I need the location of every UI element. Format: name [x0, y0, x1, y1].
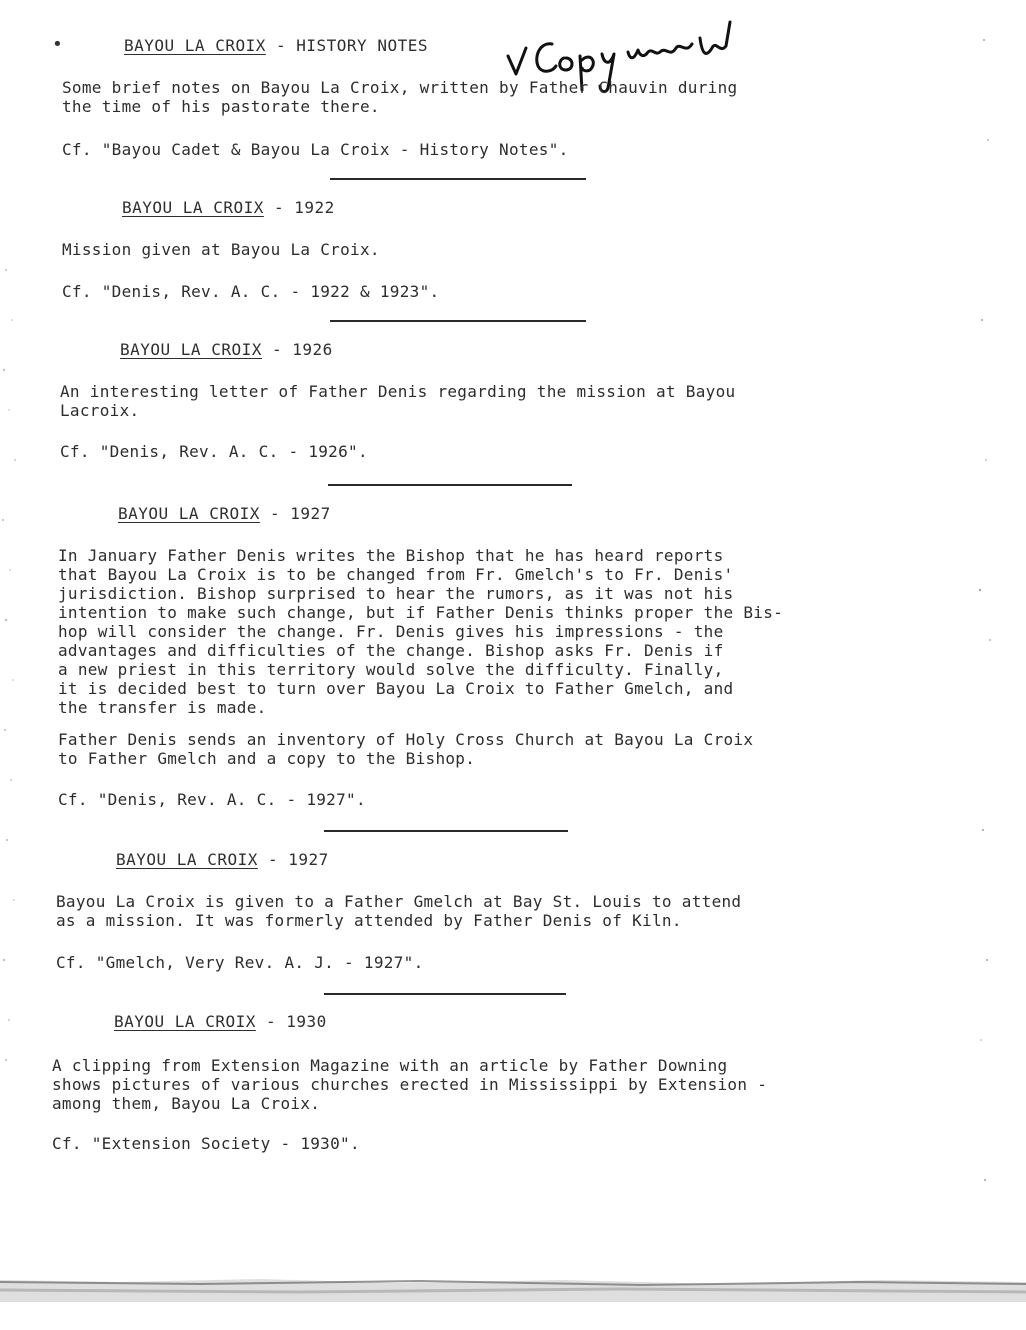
section-5-heading [116, 850, 329, 869]
bullet-mark: • [52, 34, 63, 55]
section-4-heading-rest: - 1927 [259, 504, 331, 523]
section-1-heading-subject: BAYOU LA CROIX [124, 36, 266, 55]
section-4-body-line-8: it is decided best to turn over Bayou La Croix to Father Gmelch, and [58, 679, 734, 698]
section-3-heading [120, 340, 333, 359]
section-2-heading [122, 198, 335, 217]
section-4-body-line-1: In January Father Denis writes the Bishop that he has heard reports [58, 546, 724, 565]
section-6-heading-rest: - 1930 [255, 1012, 327, 1031]
section-2-heading-rest: - 1922 [263, 198, 335, 217]
section-4-body-line-11: to Father Gmelch and a copy to the Bishop. [58, 749, 476, 768]
section-1-body-line-2: the time of his pastorate there. [62, 97, 380, 116]
section-6-heading-subject: BAYOU LA CROIX [114, 1012, 256, 1031]
section-5-body-line-2: as a mission. It was formerly attended by Father Denis of Kiln. [56, 911, 682, 930]
section-4-body-line-7: a new priest in this territory would solve the difficulty. Finally, [58, 660, 724, 679]
section-6-body-line-2: shows pictures of various churches erected in Mississippi by Extension - [52, 1075, 768, 1094]
section-4-body-line-4: intention to make such change, but if Father Denis thinks proper the Bis- [58, 603, 784, 622]
section-1-reference: Cf. "Bayou Cadet & Bayou La Croix - History Notes". [62, 140, 569, 159]
section-4-body-line-9: the transfer is made. [58, 698, 267, 717]
section-5-reference: Cf. "Gmelch, Very Rev. A. J. - 1927". [56, 953, 424, 972]
section-3-heading-subject: BAYOU LA CROIX [120, 340, 262, 359]
section-divider-4 [324, 830, 568, 832]
section-4-heading [118, 504, 331, 523]
section-1-body-line-1: Some brief notes on Bayou La Croix, written by Father Chauvin during [62, 78, 738, 97]
section-3-heading-rest: - 1926 [261, 340, 333, 359]
section-4-body-line-10: Father Denis sends an inventory of Holy Cross Church at Bayou La Croix [58, 730, 754, 749]
scan-speckle-left [0, 260, 40, 1080]
section-3-body-line-2: Lacroix. [60, 401, 140, 420]
section-3-body-line-1: An interesting letter of Father Denis regarding the mission at Bayou [60, 382, 736, 401]
section-divider-1 [330, 178, 586, 180]
section-5-body-line-1: Bayou La Croix is given to a Father Gmelch at Bay St. Louis to attend [56, 892, 742, 911]
section-6-reference: Cf. "Extension Society - 1930". [52, 1134, 360, 1153]
section-3-reference: Cf. "Denis, Rev. A. C. - 1926". [60, 442, 368, 461]
section-6-body-line-3: among them, Bayou La Croix. [52, 1094, 321, 1113]
section-4-body-line-3: jurisdiction. Bishop surprised to hear the rumors, as it was not his [58, 584, 734, 603]
section-5-heading-rest: - 1927 [257, 850, 329, 869]
section-4-reference: Cf. "Denis, Rev. A. C. - 1927". [58, 790, 366, 809]
section-divider-3 [328, 484, 572, 486]
section-4-body-line-6: advantages and difficulties of the change. Bishop asks Fr. Denis if [58, 641, 724, 660]
section-4-heading-subject: BAYOU LA CROIX [118, 504, 260, 523]
section-1-heading-rest: - HISTORY NOTES [265, 36, 428, 55]
section-divider-2 [330, 320, 586, 322]
scan-edge-right [976, 0, 1026, 1260]
section-1-heading [124, 36, 428, 55]
section-2-body-line-1: Mission given at Bayou La Croix. [62, 240, 380, 259]
section-4-body-line-5: hop will consider the change. Fr. Denis gives his impressions - the [58, 622, 724, 641]
section-2-heading-subject: BAYOU LA CROIX [122, 198, 264, 217]
section-5-heading-subject: BAYOU LA CROIX [116, 850, 258, 869]
scan-edge-bottom [0, 1262, 1026, 1302]
section-4-body-line-2: that Bayou La Croix is to be changed from Fr. Gmelch's to Fr. Denis' [58, 565, 734, 584]
section-2-reference: Cf. "Denis, Rev. A. C. - 1922 & 1923". [62, 282, 440, 301]
section-6-body-line-1: A clipping from Extension Magazine with an article by Father Downing [52, 1056, 728, 1075]
section-divider-5 [324, 993, 566, 995]
section-6-heading [114, 1012, 327, 1031]
